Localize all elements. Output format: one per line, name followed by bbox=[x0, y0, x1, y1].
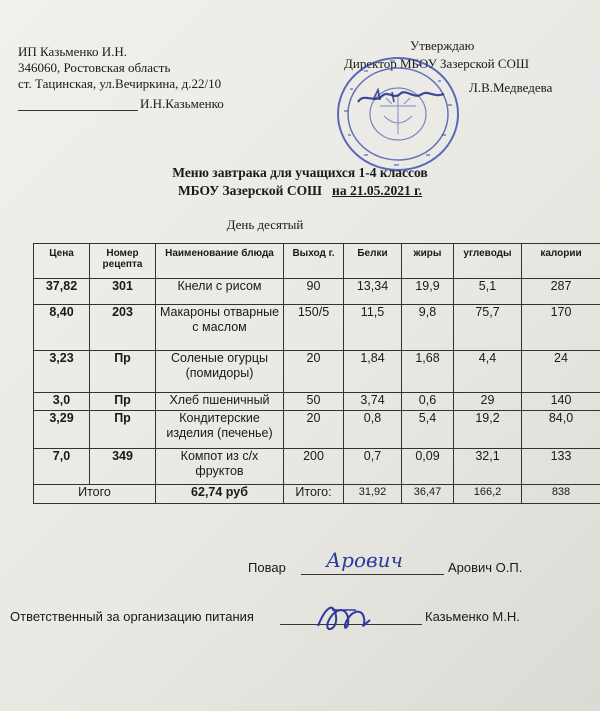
cell-fat: 0,6 bbox=[402, 393, 454, 411]
cell-carbs: 5,1 bbox=[454, 279, 522, 305]
cell-recipe: 349 bbox=[90, 449, 156, 485]
cell-yield: 150/5 bbox=[284, 305, 344, 351]
cell-fat: 19,9 bbox=[402, 279, 454, 305]
cell-fat: 9,8 bbox=[402, 305, 454, 351]
cell-yield: 50 bbox=[284, 393, 344, 411]
total-label: Итого bbox=[34, 485, 156, 504]
header-yield: Выход г. bbox=[284, 244, 344, 279]
cell-carbs: 19,2 bbox=[454, 411, 522, 449]
approval-signer: Л.В.Медведева bbox=[469, 80, 553, 95]
org-signer: И.Н.Казьменко bbox=[140, 96, 224, 111]
cell-dish: Кнели с рисом bbox=[156, 279, 284, 305]
total-label-2: Итого: bbox=[284, 485, 344, 504]
cell-calories: 170 bbox=[522, 305, 600, 351]
cell-fat: 5,4 bbox=[402, 411, 454, 449]
total-protein: 31,92 bbox=[344, 485, 402, 504]
header-calories: калории bbox=[522, 244, 600, 279]
cell-price: 37,82 bbox=[34, 279, 90, 305]
cell-price: 3,23 bbox=[34, 351, 90, 393]
cell-dish: Компот из с/х фруктов bbox=[156, 449, 284, 485]
menu-table bbox=[33, 243, 600, 504]
org-signature-line bbox=[18, 110, 138, 111]
cell-price: 7,0 bbox=[34, 449, 90, 485]
total-carbs: 166,2 bbox=[454, 485, 522, 504]
cell-calories: 287 bbox=[522, 279, 600, 305]
cell-price: 3,29 bbox=[34, 411, 90, 449]
cook-handwritten-signature: Арович bbox=[326, 548, 403, 572]
header-fat: жиры bbox=[402, 244, 454, 279]
table-row bbox=[34, 279, 600, 305]
cell-price: 8,40 bbox=[34, 305, 90, 351]
cook-label: Повар bbox=[248, 560, 286, 575]
cook-name: Арович О.П. bbox=[448, 560, 523, 575]
cell-protein: 13,34 bbox=[344, 279, 402, 305]
cell-fat: 1,68 bbox=[402, 351, 454, 393]
cell-recipe: 301 bbox=[90, 279, 156, 305]
cell-dish: Кондитерские изделия (печенье) bbox=[156, 411, 284, 449]
cell-yield: 90 bbox=[284, 279, 344, 305]
org-region: 346060, Ростовская область bbox=[18, 60, 171, 75]
cell-dish: Соленые огурцы (помидоры) bbox=[156, 351, 284, 393]
cell-carbs: 29 bbox=[454, 393, 522, 411]
table-row bbox=[34, 449, 600, 485]
cell-carbs: 75,7 bbox=[454, 305, 522, 351]
menu-title: Меню завтрака для учащихся 1-4 классов bbox=[172, 165, 428, 180]
org-name: ИП Казьменко И.Н. bbox=[18, 44, 127, 59]
table-row bbox=[34, 305, 600, 351]
cell-calories: 140 bbox=[522, 393, 600, 411]
cell-price: 3,0 bbox=[34, 393, 90, 411]
organization-block bbox=[18, 44, 221, 92]
header-price: Цена bbox=[34, 244, 90, 279]
responsible-name: Казьменко М.Н. bbox=[425, 609, 520, 624]
cell-recipe: Пр bbox=[90, 393, 156, 411]
responsible-signature-scribble bbox=[312, 596, 378, 638]
table-header-row bbox=[34, 244, 600, 279]
cell-recipe: Пр bbox=[90, 351, 156, 393]
cell-carbs: 4,4 bbox=[454, 351, 522, 393]
total-calories: 838 bbox=[522, 485, 600, 504]
cell-recipe: 203 bbox=[90, 305, 156, 351]
menu-date: на 21.05.2021 г. bbox=[332, 183, 423, 198]
org-address: ст. Тацинская, ул.Вечиркина, д.22/10 bbox=[18, 76, 222, 91]
cell-dish: Хлеб пшеничный bbox=[156, 393, 284, 411]
header-recipe: Номер рецепта bbox=[90, 244, 156, 279]
cell-protein: 3,74 bbox=[344, 393, 402, 411]
header-dish: Наименование блюда bbox=[156, 244, 284, 279]
cell-yield: 20 bbox=[284, 411, 344, 449]
cell-protein: 0,8 bbox=[344, 411, 402, 449]
cell-protein: 11,5 bbox=[344, 305, 402, 351]
approval-title: Утверждаю bbox=[410, 38, 475, 53]
table-row bbox=[34, 351, 600, 393]
header-carbs: углеводы bbox=[454, 244, 522, 279]
official-stamp-seal bbox=[334, 54, 462, 174]
total-sum: 62,74 руб bbox=[156, 485, 284, 504]
cell-fat: 0,09 bbox=[402, 449, 454, 485]
cell-recipe: Пр bbox=[90, 411, 156, 449]
cell-yield: 200 bbox=[284, 449, 344, 485]
cell-protein: 0,7 bbox=[344, 449, 402, 485]
cell-carbs: 32,1 bbox=[454, 449, 522, 485]
header-protein: Белки bbox=[344, 244, 402, 279]
cell-calories: 84,0 bbox=[522, 411, 600, 449]
cook-signature-line bbox=[301, 574, 444, 575]
menu-subtitle bbox=[0, 183, 600, 199]
cell-calories: 133 bbox=[522, 449, 600, 485]
cell-calories: 24 bbox=[522, 351, 600, 393]
responsible-label: Ответственный за организацию питания bbox=[10, 609, 254, 624]
cell-yield: 20 bbox=[284, 351, 344, 393]
approval-position: Директор МБОУ Зазерской СОШ bbox=[344, 56, 530, 71]
cell-dish: Макароны отварные с маслом bbox=[156, 305, 284, 351]
table-row bbox=[34, 393, 600, 411]
total-fat: 36,47 bbox=[402, 485, 454, 504]
school-name: МБОУ Зазерской СОШ bbox=[177, 183, 322, 198]
table-total-row bbox=[34, 485, 600, 504]
day-label: День десятый bbox=[226, 217, 304, 232]
cell-protein: 1,84 bbox=[344, 351, 402, 393]
table-row bbox=[34, 411, 600, 449]
